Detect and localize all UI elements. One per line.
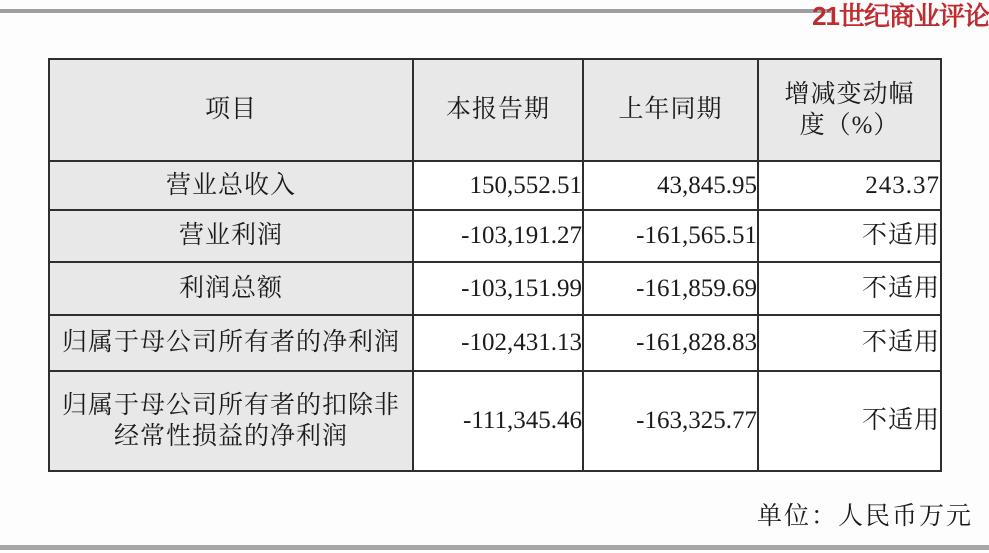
row-label: 归属于母公司所有者的净利润 [49,315,413,371]
row-label: 营业利润 [49,210,413,262]
prior-period-value: -161,859.69 [583,262,758,315]
top-divider-rule [0,9,831,13]
prior-period-value: 43,845.95 [583,161,758,210]
financial-results-table [48,58,942,472]
change-value: 不适用 [758,371,941,471]
row-label: 利润总额 [49,262,413,315]
table-row-net-profit-excl-nonrecurring [49,371,941,471]
current-period-value: -103,151.99 [413,262,583,315]
change-value: 243.37 [758,161,941,210]
table-header-row [49,59,941,161]
current-period-value: -102,431.13 [413,315,583,371]
magazine-logo: 21世纪商业评论 [812,1,989,31]
change-value: 不适用 [758,315,941,371]
table-row-total-profit [49,262,941,315]
table-row-net-profit-parent [49,315,941,371]
header-change-line1: 增减变动幅 [784,80,915,108]
header-current-period: 本报告期 [413,59,583,161]
row-label [49,371,413,471]
header-item: 项目 [49,59,413,161]
change-value: 不适用 [758,262,941,315]
prior-period-value: -161,828.83 [583,315,758,371]
table-row-total-revenue [49,161,941,210]
prior-period-value: -161,565.51 [583,210,758,262]
table-row-operating-profit [49,210,941,262]
change-value: 不适用 [758,210,941,262]
current-period-value: -111,345.46 [413,371,583,471]
row-label-line2: 经常性损益的净利润 [113,423,348,450]
row-label: 营业总收入 [49,161,413,210]
current-period-value: -103,191.27 [413,210,583,262]
row-label-line1: 归属于母公司所有者的扣除非 [61,391,400,419]
prior-period-value: -163,325.77 [583,371,758,471]
header-prior-period: 上年同期 [583,59,758,161]
unit-note: 单位：人民币万元 [756,503,973,530]
header-change-line2: 度（%） [799,112,900,139]
current-period-value: 150,552.51 [413,161,583,210]
header-change-pct [758,59,941,161]
bottom-divider-rule [0,545,989,550]
